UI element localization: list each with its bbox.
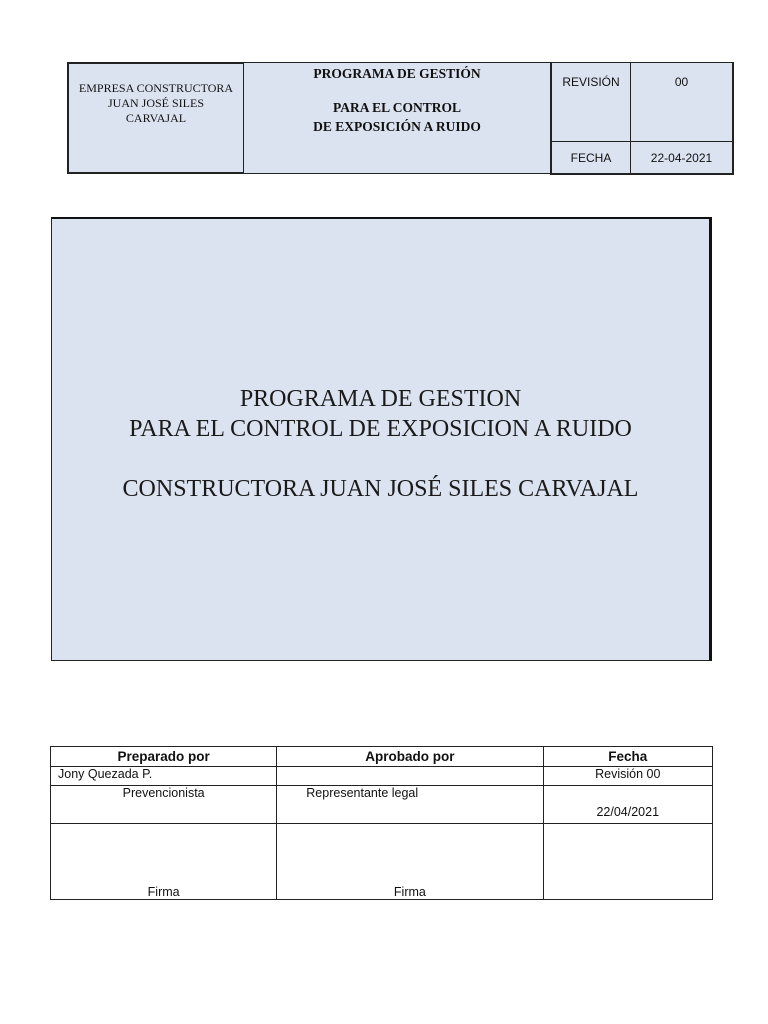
revision-value: 00 bbox=[630, 62, 734, 142]
firma-approved-cell bbox=[277, 824, 543, 900]
col-approved-header: Aprobado por bbox=[277, 747, 543, 767]
company-line2: JUAN JOSÉ SILES bbox=[107, 96, 204, 110]
signature-table bbox=[50, 746, 713, 900]
program-line1: PROGRAMA DE GESTIÓN bbox=[313, 66, 481, 81]
cover-title-line1: PROGRAMA DE GESTION bbox=[239, 386, 522, 412]
program-line3: DE EXPOSICIÓN A RUIDO bbox=[313, 119, 481, 134]
col-date-header: Fecha bbox=[543, 747, 712, 767]
signature-date: 22/04/2021 bbox=[596, 805, 660, 819]
approved-role: Representante legal bbox=[306, 786, 419, 800]
date-cell bbox=[543, 786, 712, 824]
firma-date-cell bbox=[543, 824, 712, 900]
revision-cell: Revisión 00 bbox=[543, 767, 712, 786]
prepared-role: Prevencionista bbox=[51, 786, 277, 824]
cover-box bbox=[51, 217, 712, 661]
program-title-cell bbox=[244, 62, 550, 174]
table-header-row bbox=[51, 747, 713, 767]
date-label: FECHA bbox=[550, 141, 631, 175]
cover-title-line2: PARA EL CONTROL DE EXPOSICION A RUIDO bbox=[129, 416, 632, 442]
table-row bbox=[51, 767, 713, 786]
firma-prepared: Firma bbox=[147, 885, 180, 899]
company-line1: EMPRESA CONSTRUCTORA bbox=[78, 81, 234, 95]
approved-name-cell bbox=[277, 767, 543, 786]
date-value: 22-04-2021 bbox=[630, 141, 734, 175]
table-row bbox=[51, 824, 713, 900]
company-cell bbox=[67, 62, 244, 174]
prepared-name-cell bbox=[51, 767, 277, 786]
col-prepared-header: Preparado por bbox=[51, 747, 277, 767]
company-line3: CARVAJAL bbox=[125, 111, 187, 125]
cover-company: CONSTRUCTORA JUAN JOSÉ SILES CARVAJAL bbox=[122, 476, 639, 502]
revision-label: REVISIÓN bbox=[550, 62, 631, 142]
table-row bbox=[51, 786, 713, 824]
firma-prepared-cell bbox=[51, 824, 277, 900]
firma-approved: Firma bbox=[393, 885, 426, 899]
program-line2: PARA EL CONTROL bbox=[332, 100, 462, 115]
approved-role-cell bbox=[277, 786, 543, 824]
prepared-name: Jony Quezada P. bbox=[58, 767, 153, 781]
document-header bbox=[67, 62, 734, 175]
